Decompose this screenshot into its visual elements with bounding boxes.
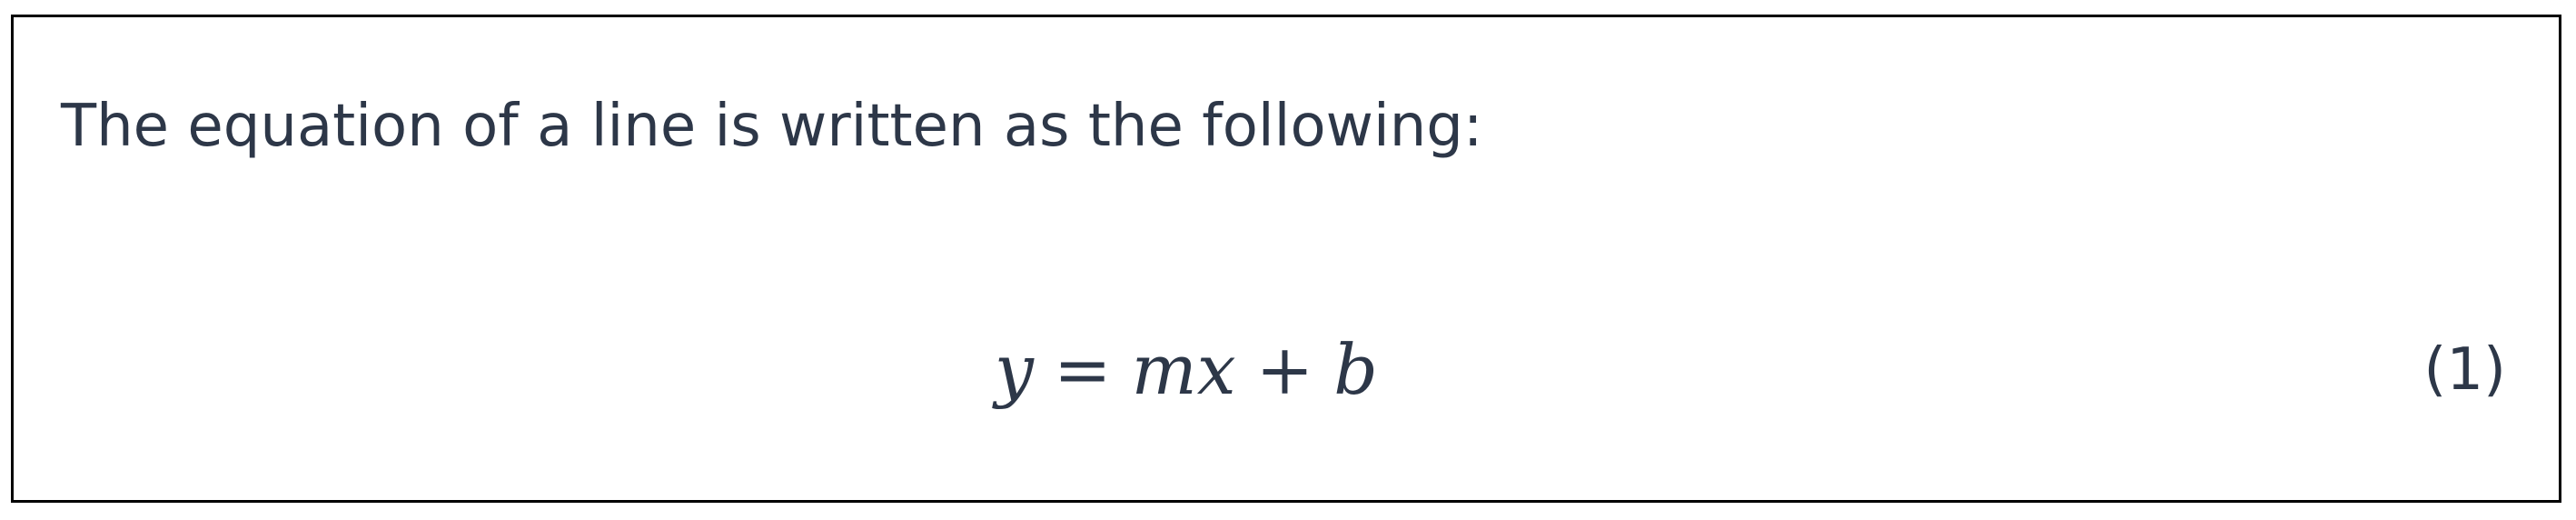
equation-row <box>14 329 2559 445</box>
equation-equals: = <box>1053 329 1112 410</box>
content-frame <box>11 15 2561 503</box>
equation-lhs: y <box>995 329 1034 410</box>
equation-term-b: b <box>1333 329 1378 410</box>
intro-paragraph: The equation of a line is written as the following: <box>61 93 1483 160</box>
equation-term-mx: mx <box>1131 329 1236 410</box>
equation-number: (1) <box>2423 336 2506 404</box>
equation-plus: + <box>1255 329 1314 410</box>
line-equation <box>995 329 1378 410</box>
